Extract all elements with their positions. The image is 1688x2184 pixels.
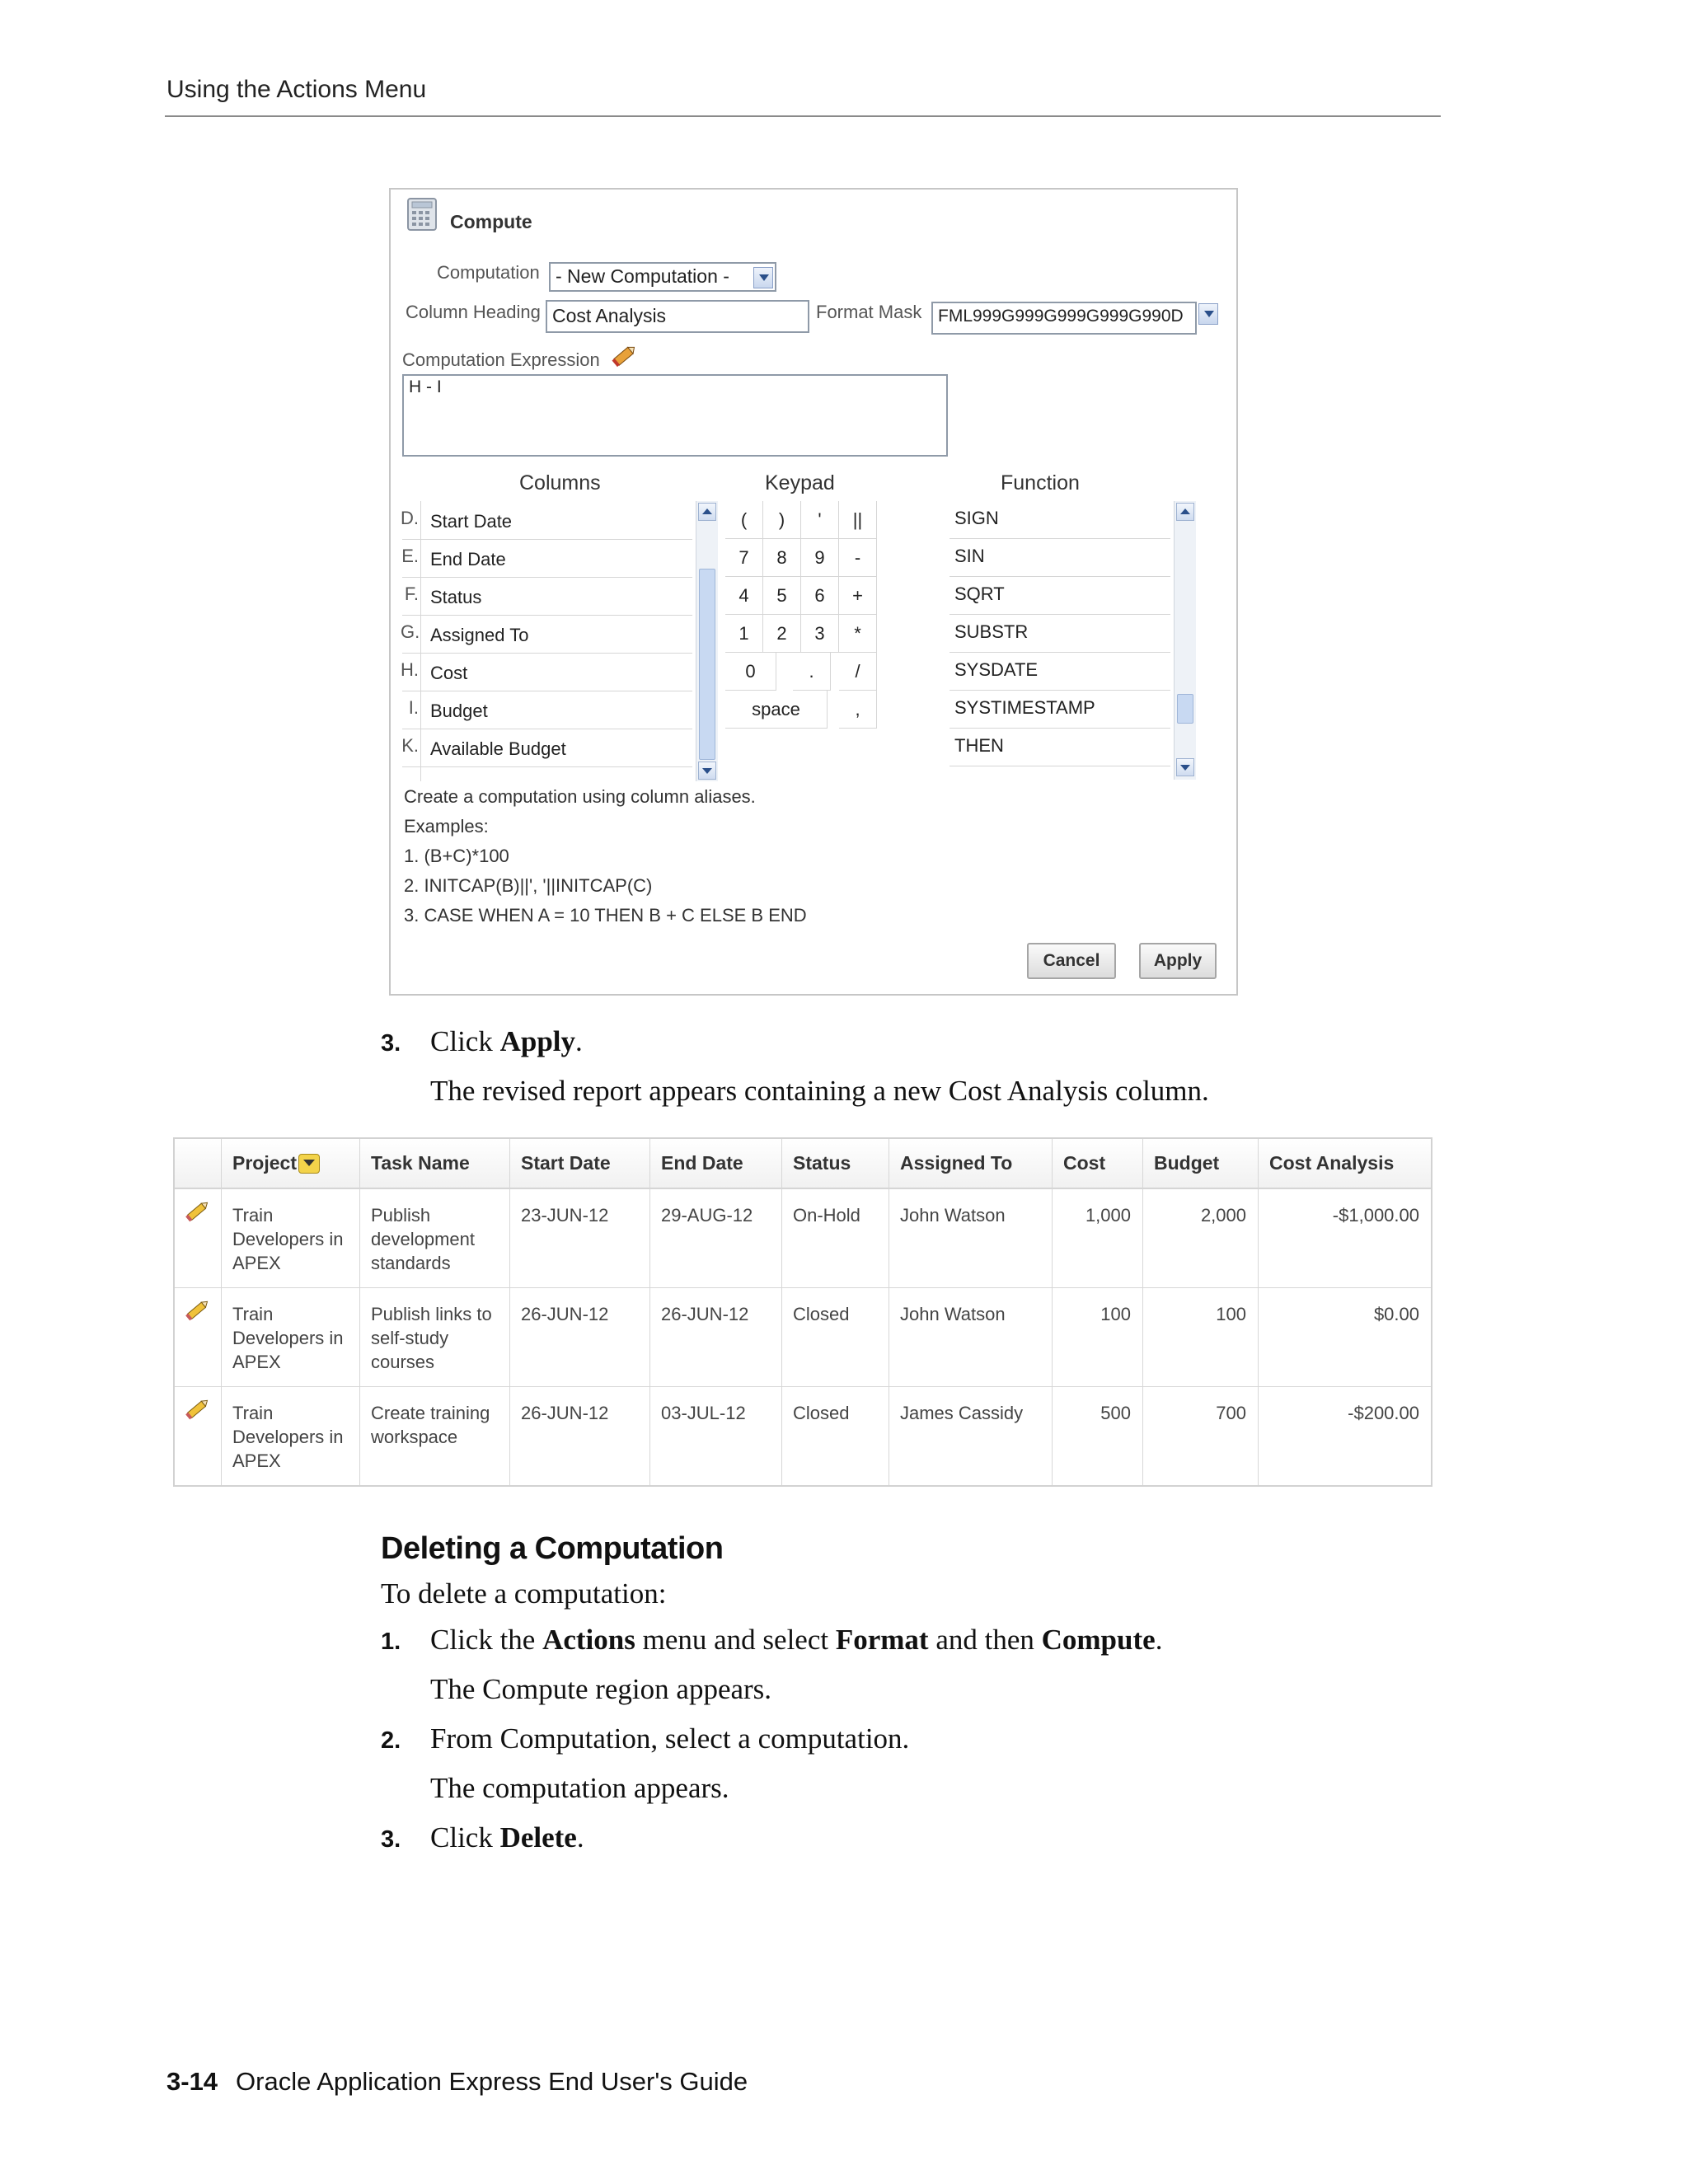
table-cell-line: self-study <box>371 1328 449 1348</box>
table-cell-line: APEX <box>232 1451 281 1471</box>
table-cell: 1,000 <box>1085 1205 1131 1226</box>
column-header[interactable] <box>1052 1139 1142 1188</box>
expression-textarea[interactable]: H - I <box>402 374 948 457</box>
help-line: 3. CASE WHEN A = 10 THEN B + C ELSE B END <box>404 905 807 926</box>
function-item[interactable]: SIGN <box>950 501 1170 539</box>
page-footer <box>166 2067 748 2097</box>
step-text-part: Click <box>430 1821 500 1854</box>
column-divider <box>781 1139 782 1485</box>
table-cell: -$1,000.00 <box>1332 1205 1419 1226</box>
page-number: 3-14 <box>166 2067 218 2096</box>
section-heading: Deleting a Computation <box>381 1531 724 1566</box>
step-text-bold: Compute <box>1041 1624 1156 1656</box>
table-cell: 26-JUN-12 <box>521 1403 609 1423</box>
column-item[interactable]: End Date <box>430 549 506 569</box>
step-number: 2. <box>381 1727 401 1754</box>
columns-scrollbar[interactable] <box>696 501 718 781</box>
book-title: Oracle Application Express End User's Guide <box>236 2067 748 2096</box>
keypad-key[interactable]: + <box>839 577 877 615</box>
help-line: 2. INITCAP(B)||', '||INITCAP(C) <box>404 875 653 896</box>
column-header-label: Cost <box>1063 1152 1106 1174</box>
table-cell-line: Create training <box>371 1403 490 1423</box>
step-text <box>430 1722 909 1755</box>
keypad-key[interactable]: / <box>839 653 877 691</box>
keypad-key[interactable]: 7 <box>725 539 763 577</box>
table-cell: 2,000 <box>1200 1205 1246 1226</box>
function-item[interactable]: THEN <box>950 729 1170 766</box>
column-divider <box>1258 1139 1259 1485</box>
column-header[interactable] <box>781 1139 889 1188</box>
calculator-icon <box>407 198 437 231</box>
apply-button[interactable]: Apply <box>1139 943 1217 979</box>
table-cell: On-Hold <box>793 1205 860 1226</box>
computation-dropdown-icon[interactable] <box>753 267 773 288</box>
step-result: The revised report appears containing a new Cost Analysis column. <box>430 1075 1209 1107</box>
table-cell: John Watson <box>900 1304 1006 1324</box>
column-header[interactable] <box>1142 1139 1258 1188</box>
help-line: Create a computation using column aliases. <box>404 786 756 807</box>
table-cell <box>371 1203 504 1275</box>
table-cell: 100 <box>1216 1304 1246 1324</box>
table-cell: 500 <box>1100 1403 1131 1423</box>
keypad-key[interactable]: 9 <box>801 539 839 577</box>
table-cell: 03-JUL-12 <box>661 1403 746 1423</box>
column-alias: H. <box>401 659 419 680</box>
keypad-key[interactable]: 8 <box>763 539 801 577</box>
column-item[interactable]: Available Budget <box>430 738 566 759</box>
table-cell: $0.00 <box>1373 1304 1419 1324</box>
scroll-thumb[interactable] <box>699 569 715 760</box>
keypad-key[interactable]: || <box>839 501 877 539</box>
step-text-part: From Computation, select a computation. <box>430 1722 910 1755</box>
table-cell-line: Publish links to <box>371 1304 492 1324</box>
function-item[interactable]: SYSTIMESTAMP <box>950 691 1170 729</box>
step-text-part: . <box>1155 1624 1163 1656</box>
step-text-part: and then <box>928 1624 1042 1656</box>
keypad-key[interactable]: 6 <box>801 577 839 615</box>
table-cell-line: APEX <box>232 1352 281 1372</box>
step-text <box>430 1624 1162 1657</box>
row-divider <box>402 653 692 654</box>
expression-label: Computation Expression <box>402 349 600 370</box>
table-cell <box>371 1401 504 1449</box>
table-cell: John Watson <box>900 1205 1006 1226</box>
table-cell <box>232 1302 354 1374</box>
keypad-key[interactable]: ' <box>801 501 839 539</box>
keypad-key[interactable]: * <box>839 615 877 653</box>
table-cell: 26-JUN-12 <box>521 1304 609 1324</box>
column-divider <box>1052 1139 1053 1485</box>
table-cell: Closed <box>793 1403 850 1423</box>
help-line: Examples: <box>404 816 489 837</box>
compute-dialog <box>389 188 1238 996</box>
row-divider <box>175 1287 1431 1288</box>
column-item[interactable]: Status <box>430 587 482 607</box>
function-item[interactable]: SQRT <box>950 577 1170 615</box>
column-header[interactable] <box>509 1139 649 1188</box>
function-title: Function <box>1001 471 1080 494</box>
keypad-key[interactable]: 2 <box>763 615 801 653</box>
column-header-label: Budget <box>1154 1152 1220 1174</box>
table-cell-line: Developers in <box>232 1427 344 1447</box>
section-intro: To delete a computation: <box>381 1577 667 1610</box>
step-text-part: . <box>576 1821 584 1854</box>
format-mask-dropdown-icon[interactable] <box>1198 303 1218 325</box>
column-header-label: Cost Analysis <box>1269 1152 1395 1174</box>
scroll-up-icon[interactable] <box>1176 503 1194 521</box>
table-cell: James Cassidy <box>900 1403 1024 1423</box>
header-rule <box>165 115 1441 117</box>
step-result: The computation appears. <box>430 1772 729 1804</box>
table-cell: 100 <box>1100 1304 1131 1324</box>
step-text-bold: Delete <box>499 1821 577 1854</box>
table-cell: 29-AUG-12 <box>661 1205 753 1226</box>
column-header-label: Project <box>232 1152 297 1174</box>
column-divider <box>221 1139 222 1485</box>
edit-pencil-icon[interactable] <box>185 1396 211 1421</box>
column-header[interactable] <box>359 1139 509 1188</box>
column-heading-label: Column Heading <box>406 302 541 322</box>
computation-select-value: - New Computation - <box>556 265 729 287</box>
keypad-key[interactable]: . <box>793 653 831 691</box>
step-text-bold: Apply <box>499 1025 576 1057</box>
format-mask-label: Format Mask <box>816 302 922 322</box>
report-table <box>173 1137 1432 1487</box>
column-alias: F. <box>404 583 419 604</box>
step-result: The Compute region appears. <box>430 1673 772 1705</box>
step-number: 3. <box>381 1030 401 1057</box>
scroll-down-icon[interactable] <box>698 762 716 780</box>
step-text-part: Click the <box>430 1624 543 1656</box>
table-cell-line: Train <box>232 1205 274 1226</box>
table-cell-line: Train <box>232 1403 274 1423</box>
column-alias: K. <box>401 735 419 756</box>
step-text-part: Click <box>430 1025 500 1057</box>
table-cell: 23-JUN-12 <box>521 1205 609 1226</box>
help-line: 1. (B+C)*100 <box>404 846 509 866</box>
table-cell-line: Publish <box>371 1205 431 1226</box>
row-divider <box>402 766 692 767</box>
computation-label: Computation <box>437 262 540 283</box>
cancel-button[interactable]: Cancel <box>1027 943 1116 979</box>
columns-title: Columns <box>519 471 601 494</box>
edit-header <box>175 1139 221 1188</box>
table-cell: Closed <box>793 1304 850 1324</box>
column-item[interactable]: Cost <box>430 663 468 683</box>
keypad-key[interactable]: , <box>839 691 877 729</box>
format-mask-input[interactable]: FML999G999G999G999G990D <box>931 302 1197 335</box>
table-cell-line: development <box>371 1229 475 1249</box>
table-cell-line: courses <box>371 1352 435 1372</box>
keypad-key[interactable]: 1 <box>725 615 763 653</box>
scroll-thumb[interactable] <box>1177 694 1193 724</box>
function-scrollbar[interactable] <box>1174 501 1196 780</box>
column-item[interactable]: Budget <box>430 701 488 721</box>
row-divider <box>402 539 692 540</box>
row-divider <box>175 1188 1431 1189</box>
keypad-key[interactable]: 4 <box>725 577 763 615</box>
keypad-key[interactable]: 5 <box>763 577 801 615</box>
step-text-part: menu and select <box>635 1624 836 1656</box>
edit-pencil-icon[interactable] <box>185 1198 211 1223</box>
column-divider <box>1142 1139 1143 1485</box>
table-cell-line: standards <box>371 1253 451 1273</box>
column-alias: D. <box>401 508 419 528</box>
column-header-label: Assigned To <box>900 1152 1013 1174</box>
function-item[interactable]: SYSDATE <box>950 653 1170 691</box>
column-header-label: Status <box>793 1152 851 1174</box>
column-alias: G. <box>401 621 420 642</box>
keypad-key[interactable]: ) <box>763 501 801 539</box>
keypad-key[interactable]: 0 <box>725 653 776 691</box>
table-cell <box>371 1302 504 1374</box>
table-cell-line: Developers in <box>232 1229 344 1249</box>
table-cell-line: APEX <box>232 1253 281 1273</box>
table-cell-line: workspace <box>371 1427 458 1447</box>
column-menu-icon[interactable] <box>298 1154 320 1174</box>
column-item[interactable]: Start Date <box>430 511 513 532</box>
keypad-key[interactable]: space <box>725 691 828 729</box>
function-item[interactable]: SUBSTR <box>950 615 1170 653</box>
dialog-title: Compute <box>450 211 532 232</box>
computation-select[interactable] <box>549 262 776 292</box>
table-cell: -$200.00 <box>1348 1403 1419 1423</box>
step-number: 1. <box>381 1629 401 1655</box>
row-divider <box>402 615 692 616</box>
table-cell <box>232 1401 354 1473</box>
row-divider <box>175 1386 1431 1387</box>
column-header[interactable] <box>889 1139 1052 1188</box>
step-text <box>430 1025 583 1058</box>
step-text-bold: Actions <box>542 1624 635 1656</box>
running-header: Using the Actions Menu <box>166 76 427 103</box>
column-header-label: End Date <box>661 1152 743 1174</box>
column-header-label: Task Name <box>371 1152 470 1174</box>
keypad-title: Keypad <box>765 471 835 494</box>
function-item[interactable]: SIN <box>950 539 1170 577</box>
column-header[interactable] <box>1258 1139 1431 1188</box>
step-number: 3. <box>381 1826 401 1853</box>
edit-pencil-icon[interactable] <box>612 343 638 368</box>
table-cell <box>232 1203 354 1275</box>
column-alias: E. <box>401 546 419 566</box>
column-divider <box>359 1139 360 1485</box>
table-cell-line: Train <box>232 1304 274 1324</box>
column-header-label: Start Date <box>521 1152 611 1174</box>
keypad-key[interactable]: ( <box>725 501 763 539</box>
chevron-down-icon <box>303 1160 315 1166</box>
columns-divider <box>420 501 421 781</box>
keypad-key[interactable]: - <box>839 539 877 577</box>
table-cell: 700 <box>1216 1403 1246 1423</box>
column-header[interactable] <box>221 1139 359 1188</box>
step-text <box>430 1821 584 1854</box>
column-header[interactable] <box>649 1139 781 1188</box>
keypad-key[interactable]: 3 <box>801 615 839 653</box>
column-divider <box>649 1139 650 1485</box>
row-divider <box>402 577 692 578</box>
step-text-bold: Format <box>835 1624 929 1656</box>
edit-pencil-icon[interactable] <box>185 1297 211 1322</box>
scroll-up-icon[interactable] <box>698 503 716 521</box>
table-cell-line: Developers in <box>232 1328 344 1348</box>
step-text-part: . <box>575 1025 583 1057</box>
column-heading-input[interactable]: Cost Analysis <box>546 300 809 333</box>
column-divider <box>509 1139 510 1485</box>
table-cell: 26-JUN-12 <box>661 1304 749 1324</box>
column-item[interactable]: Assigned To <box>430 625 529 645</box>
scroll-down-icon[interactable] <box>1176 758 1194 776</box>
column-alias: I. <box>408 697 419 718</box>
